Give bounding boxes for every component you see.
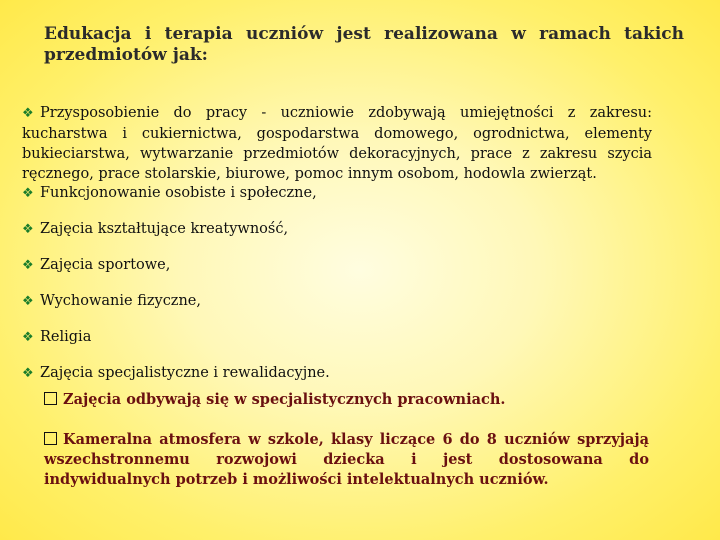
list-item xyxy=(22,183,652,204)
diamond-bullet-icon: ❖ xyxy=(22,294,34,309)
diamond-bullet-icon: ❖ xyxy=(22,186,34,201)
slide-title: Edukacja i terapia uczniów jest realizowana w ramach takich przedmiotów jak: xyxy=(44,24,684,65)
list-item xyxy=(22,291,652,312)
square-bullet-icon xyxy=(44,432,57,445)
list-item-text: Wychowanie fizyczne, xyxy=(40,293,201,309)
list-item-text: Zajęcia sportowe, xyxy=(40,257,171,273)
list-item-text: Religia xyxy=(40,329,92,345)
diamond-bullet-icon: ❖ xyxy=(22,222,34,237)
square-bullet-icon xyxy=(44,392,57,405)
diamond-bullet-icon: ❖ xyxy=(22,366,34,381)
list-item xyxy=(22,219,652,240)
diamond-bullet-icon: ❖ xyxy=(22,330,34,345)
list-item xyxy=(22,103,652,184)
diamond-bullet-icon: ❖ xyxy=(22,258,34,273)
highlight-note xyxy=(44,390,649,410)
list-item-text: Przysposobienie do pracy - uczniowie zdobywają umiejętności z zakresu: kucharstwa i cukiernictwa, gospodarstwa domowego, ogrodnictwa, elementy bukieciarstwa, wytwarzanie przedmiotów dekoracyjnych, prace z zakresu szycia ręcznego, prace stolarskie, biurowe, pomoc innym osobom, hodowla zwierząt. xyxy=(22,105,652,182)
highlight-text: Zajęcia odbywają się w specjalistycznych pracowniach. xyxy=(63,391,506,408)
diamond-bullet-icon: ❖ xyxy=(22,106,34,121)
list-item-text: Funkcjonowanie osobiste i społeczne, xyxy=(40,185,317,201)
highlight-note xyxy=(44,430,649,490)
list-item xyxy=(22,363,652,384)
list-item xyxy=(22,255,652,276)
list-item-text: Zajęcia kształtujące kreatywność, xyxy=(40,221,289,237)
list-item xyxy=(22,327,652,348)
highlight-text: Kameralna atmosfera w szkole, klasy liczące 6 do 8 uczniów sprzyjają wszechstronnemu rozwojowi dziecka i jest dostosowana do indywidualnych potrzeb i możliwości intelektualnych uczniów. xyxy=(44,431,649,488)
list-item-text: Zajęcia specjalistyczne i rewalidacyjne. xyxy=(40,365,330,381)
